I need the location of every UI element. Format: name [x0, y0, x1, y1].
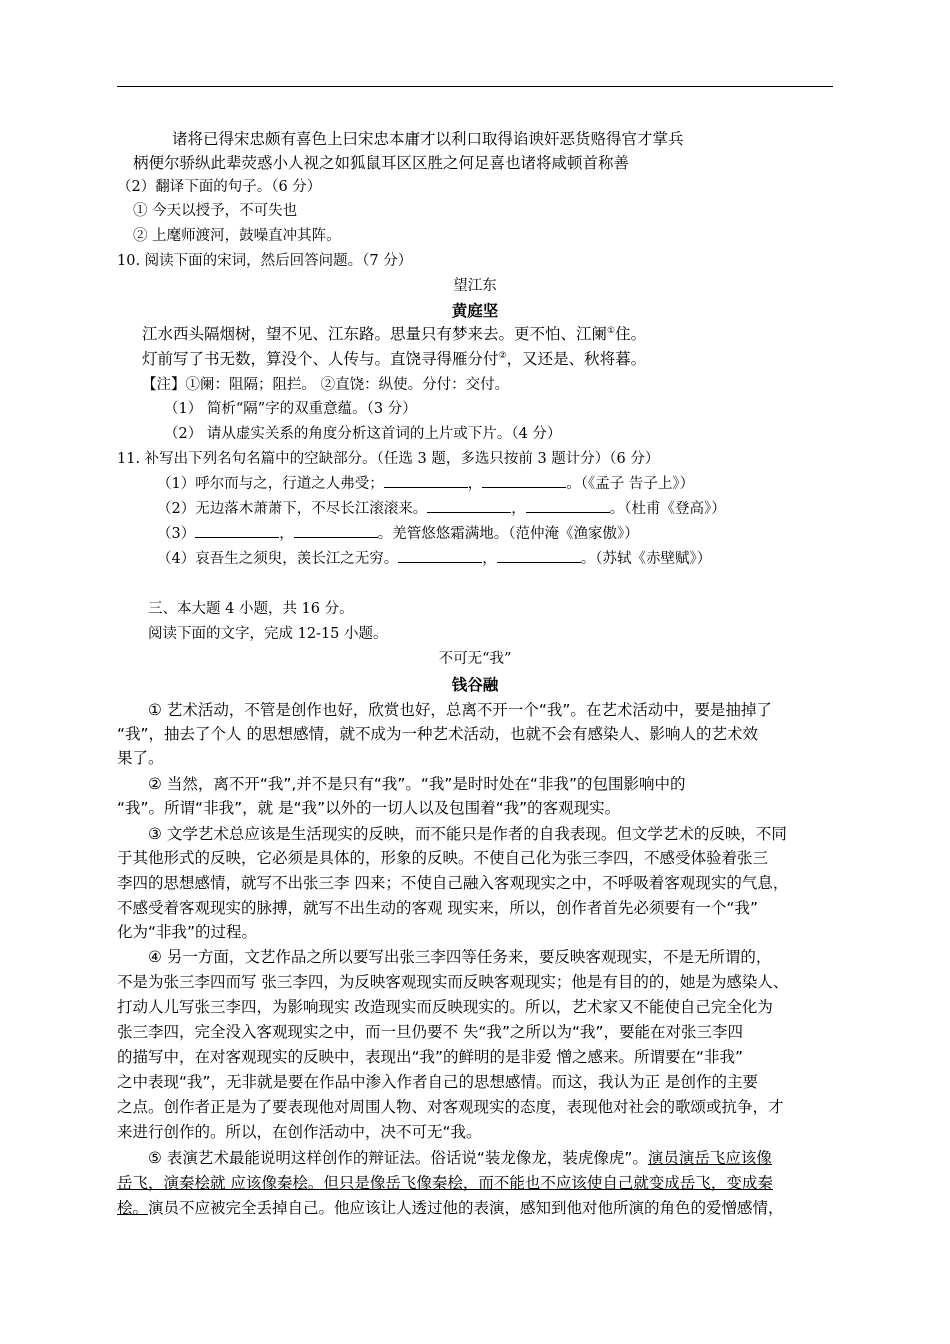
fill-blank-item: （4）哀吾生之须臾，羡长江之无穷。 ， 。（苏轼《赤壁赋》）: [157, 548, 711, 570]
poem-line: 江水西头隔烟树，望不见、江东路。思量只有梦来去。更不怕、江阑①住。: [142, 325, 647, 343]
header-rule: [117, 86, 833, 87]
answer-blank[interactable]: [427, 498, 511, 513]
article-line: 来进行创作的。所以，在创作活动中，决不可无“我。: [117, 1123, 482, 1141]
underlined-sentence: 演员演岳飞应该像: [647, 1149, 772, 1167]
answer-blank[interactable]: [294, 523, 378, 538]
fill-blank-item: （2）无边落木萧萧下，不尽长江滚滚来。 ， 。（杜甫《登高》）: [157, 498, 726, 520]
article-line: ② 当然，离不开“我”,并不是只有“我”。“我”是时时处在“非我”的包围影响中的: [148, 775, 686, 793]
article-line: 张三李四，完全没入客观现实之中，而一旦仍要不 失“我”之所以为“我”，要能在对张三李四: [117, 1023, 744, 1041]
article-line: 的描写中，在对客观现实的反映中，表现出“我”的鲜明的是非爱 憎之感来。所谓要在“非我”: [117, 1048, 744, 1066]
poem-line: 灯前写了书无数，算没个、人传与。直饶寻得雁分付②，又还是、秋将暮。: [142, 350, 647, 368]
article-line: “我”，抽去了个人 的思想感情，就不成为一种艺术活动，也就不会有感染人、影响人的艺术效: [117, 725, 758, 743]
underlined-sentence: 桧。: [117, 1199, 149, 1217]
question-stem: 11. 补写出下列名句名篇中的空缺部分。（任选 3 题，多选只按前 3 题计分）（6 分）: [117, 451, 660, 467]
answer-blank[interactable]: [526, 498, 610, 513]
question-stem: （2）翻译下面的句子。（6 分）: [117, 179, 322, 195]
underlined-sentence: 岳飞，演秦桧就 应该像秦桧。但只是像岳飞像秦桧，而不能也不应该使自己就变成岳飞，变成秦: [117, 1174, 773, 1192]
article-author: 钱谷融: [451, 676, 499, 694]
article-line: 不是为张三李四而写 张三李四，为反映客观现实而反映客观现实；他是有目的的，她是为感染人、: [117, 973, 789, 991]
section-instruction: 阅读下面的文字，完成 12-15 小题。: [148, 626, 388, 642]
article-line: 之点。创作者正是为了要表现他对周围人物、对客观现实的态度，表现他对社会的歌颂或抗争，才: [117, 1098, 784, 1116]
article-line: 化为“非我”的过程。: [117, 923, 258, 941]
section-heading: 三、本大题 4 小题，共 16 分。: [148, 601, 354, 617]
article-line: ⑤ 表演艺术最能说明这样创作的辩证法。俗话说“装龙像龙，装虎像虎”。演员演岳飞应该像: [148, 1149, 772, 1167]
article-line: ① 艺术活动，不管是创作也好，欣赏也好，总离不开一个“我”。在艺术活动中，要是抽掉了: [148, 701, 772, 719]
article-line: 不感受着客观现实的脉搏，就写不出生动的客观 现实来，所以，创作者首先必须要有一个“我”: [117, 899, 758, 917]
poet-name: 黄庭坚: [451, 302, 499, 320]
article-title: 不可无“我”: [438, 651, 512, 667]
classical-text-line: 诸将已得宋忠颇有喜色上曰宋忠本庸才以利口取得谄谀奸恶货赂得官才掌兵: [172, 130, 684, 148]
article-line: 果了。: [117, 749, 164, 767]
answer-blank[interactable]: [398, 548, 482, 563]
sub-question: （1） 简析“隔”字的双重意蕴。（3 分）: [164, 401, 417, 417]
article-line: 于其他形式的反映，它必须是具体的，形象的反映。不使自己化为张三李四，不感受体验着张三: [117, 849, 769, 867]
article-line: “我”。所谓“非我”，就 是“我”以外的一切人以及包围着“我”的客观现实。: [117, 799, 621, 817]
article-line: 桧。演员不应被完全丢掉自己。他应该让人透过他的表演，感知到他对他所演的角色的爱憎感情，: [117, 1199, 784, 1217]
translation-sentence: ① 今天以授予，不可失也: [133, 203, 298, 219]
translation-sentence: ② 上麾师渡河，鼓噪直冲其阵。: [133, 228, 341, 244]
poem-note: 【注】①阑：阻隔；阻拦。 ②直饶：纵使。分付：交付。: [142, 377, 510, 393]
question-stem: 10. 阅读下面的宋词，然后回答问题。（7 分）: [117, 253, 413, 269]
article-line: 李四的思想感情，就写不出张三李 四来；不使自己融入客观现实之中，不呼吸着客观现实的气息，: [117, 874, 789, 892]
sub-question: （2） 请从虚实关系的角度分析这首词的上片或下片。（4 分）: [164, 426, 562, 442]
answer-blank[interactable]: [195, 523, 279, 538]
article-line: ③ 文学艺术总应该是生活现实的反映，而不能只是作者的自我表现。但文学艺术的反映，不同: [148, 825, 787, 843]
fill-blank-item: （1）呼尔而与之，行道之人弗受； ， 。（《孟子 告子上》）: [157, 473, 694, 495]
answer-blank[interactable]: [482, 473, 566, 488]
article-line: 之中表现“我”，无非就是要在作品中渗入作者自己的思想感情。而这，我认为正 是创作的主要: [117, 1073, 758, 1091]
answer-blank[interactable]: [384, 473, 468, 488]
article-line: ④ 另一方面，文艺作品之所以要写出张三李四等任务来，要反映客观现实，不是无所谓的，: [148, 948, 772, 966]
classical-text-line: 柄便尔骄纵此辈荧惑小人视之如狐鼠耳区区胜之何足喜也诸将咸顿首称善: [133, 154, 630, 172]
fill-blank-item: （3） ， 。羌管悠悠霜满地。（范仲淹《渔家傲》）: [157, 523, 639, 545]
article-line: 打动人儿写张三李四，为影响现实 改造现实而反映现实的。所以，艺术家又不能使自己完全化为: [117, 998, 773, 1016]
answer-blank[interactable]: [497, 548, 581, 563]
poem-title: 望江东: [453, 278, 497, 294]
